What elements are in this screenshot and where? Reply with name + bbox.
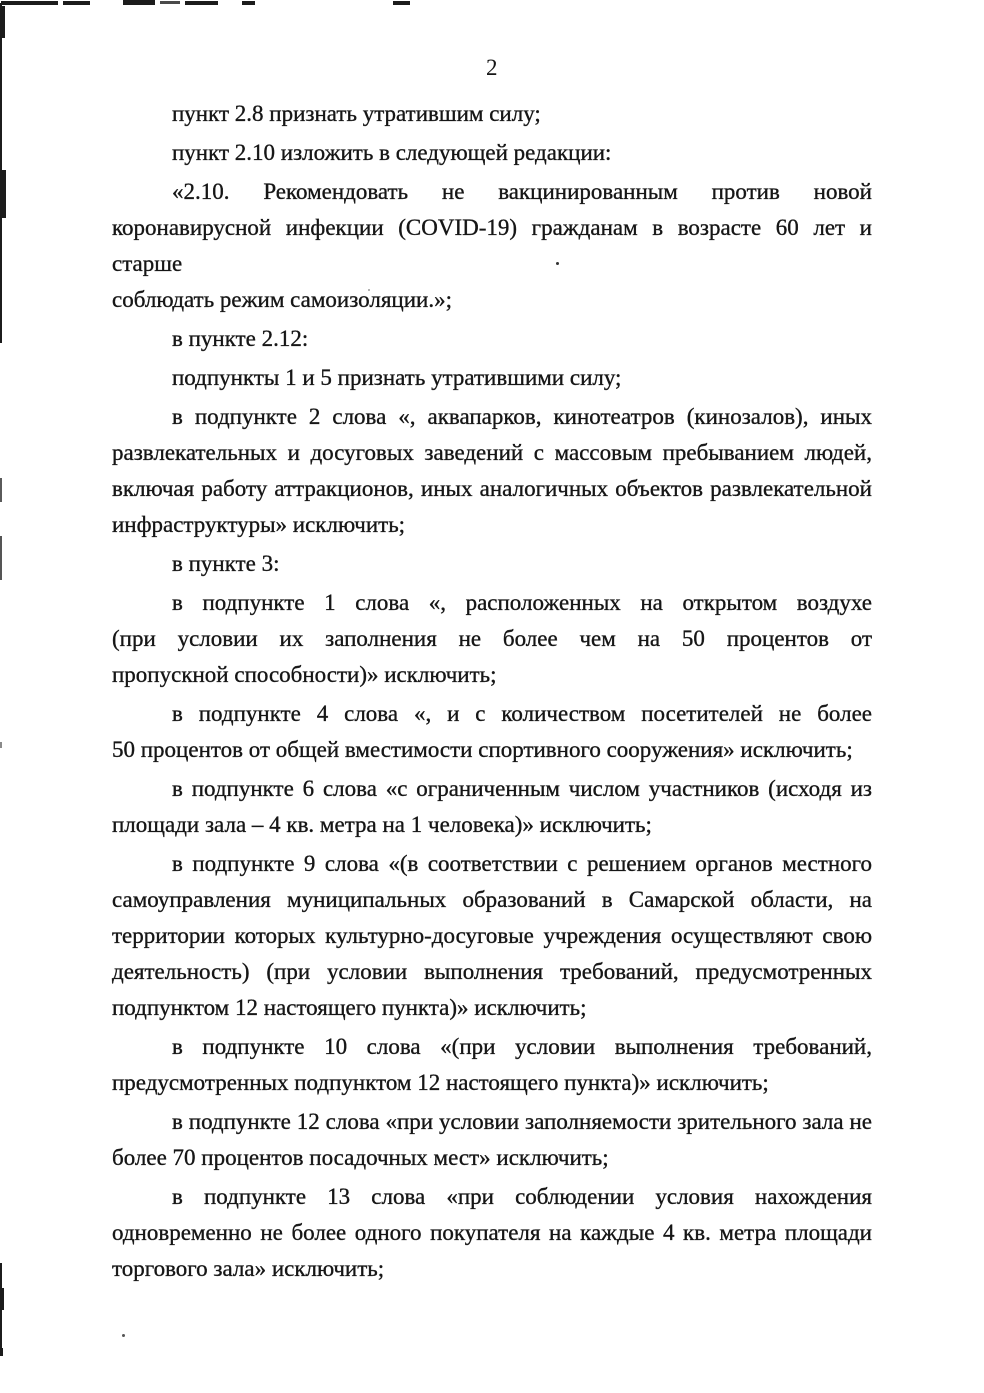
paragraph: [112, 846, 872, 1026]
text-line: одновременно не более одного покупателя на каждые 4 кв. метра площади: [112, 1220, 872, 1245]
paragraph: [112, 585, 872, 693]
text-line: в подпункте 13 слова «при соблюдении условия нахождения: [172, 1184, 872, 1209]
text-line: пункт 2.8 признать утратившим силу;: [172, 101, 541, 126]
document-body: [112, 96, 872, 1290]
paragraph: [112, 1179, 872, 1287]
paragraph: [112, 174, 872, 318]
paragraph: [112, 360, 872, 396]
page-number: 2: [486, 55, 498, 80]
text-line: развлекательных и досуговых заведений с массовым пребыванием людей,: [112, 440, 872, 465]
text-line: 50 процентов от общей вместимости спортивного сооружения» исключить;: [112, 737, 853, 762]
scan-artifact: [0, 1348, 3, 1356]
text-line: деятельность) (при условии выполнения требований, предусмотренных: [112, 959, 872, 984]
scan-artifact: [1, 1, 58, 5]
scan-artifact: [160, 1, 180, 4]
text-line: торгового зала» исключить;: [112, 1256, 385, 1281]
scan-artifact: [63, 1, 90, 5]
paragraph: [112, 399, 872, 543]
paragraph: [112, 696, 872, 768]
text-line: площади зала – 4 кв. метра на 1 человека)» исключить;: [112, 812, 652, 837]
text-line: в пункте 2.12:: [172, 326, 309, 351]
paragraph: [112, 1104, 872, 1176]
scan-artifact: [123, 0, 155, 5]
scan-artifact: [185, 1, 218, 5]
paragraph: [112, 96, 872, 132]
scan-artifact: [0, 6, 5, 38]
text-line: в подпункте 1 слова «, расположенных на открытом воздухе: [172, 590, 872, 615]
text-line: в подпункте 12 слова «при условии заполняемости зрительного зала не: [172, 1109, 872, 1134]
paragraph: [112, 1029, 872, 1101]
text-line: включая работу аттракционов, иных аналогичных объектов развлекательной: [112, 476, 872, 501]
text-line: предусмотренных подпунктом 12 настоящего пункта)» исключить;: [112, 1070, 769, 1095]
text-line: более 70 процентов посадочных мест» исключить;: [112, 1145, 609, 1170]
text-line: подпунктом 12 настоящего пункта)» исключить;: [112, 995, 587, 1020]
text-line: в подпункте 6 слова «с ограниченным числом участников (исходя из: [172, 776, 872, 801]
scan-artifact: [393, 1, 410, 5]
text-line: «2.10. Рекомендовать не вакцинированным против новой: [172, 179, 872, 204]
text-line: соблюдать режим самоизоляции.»;: [112, 287, 452, 312]
scan-artifact: [242, 1, 255, 5]
text-line: пункт 2.10 изложить в следующей редакции:: [172, 140, 612, 165]
paragraph: [112, 321, 872, 357]
text-line: подпункты 1 и 5 признать утратившими силу;: [172, 365, 622, 390]
scan-artifact: [0, 170, 6, 218]
scan-artifact: [0, 742, 2, 748]
text-line: в подпункте 4 слова «, и с количеством посетителей не более: [172, 701, 872, 726]
text-line: территории которых культурно-досуговые учреждения осуществляют свою: [112, 923, 872, 948]
text-line: (при условии их заполнения не более чем на 50 процентов от: [112, 626, 872, 651]
text-line: самоуправления муниципальных образований в Самарской области, на: [112, 887, 872, 912]
scan-artifact: [122, 1334, 125, 1337]
text-line: в подпункте 10 слова «(при условии выполнения требований,: [172, 1034, 872, 1059]
scan-artifact: [0, 536, 2, 580]
text-line: инфраструктуры» исключить;: [112, 512, 406, 537]
scan-artifact: [0, 1288, 4, 1310]
paragraph: [112, 771, 872, 843]
text-line: в подпункте 2 слова «, аквапарков, кинотеатров (кинозалов), иных: [172, 404, 872, 429]
text-line: коронавирусной инфекции (COVID-19) гражданам в возрасте 60 лет и старше: [112, 215, 872, 276]
text-line: в подпункте 9 слова «(в соответствии с решением органов местного: [172, 851, 872, 876]
scan-artifact: [0, 478, 2, 502]
text-line: в пункте 3:: [172, 551, 280, 576]
paragraph: [112, 135, 872, 171]
paragraph: [112, 546, 872, 582]
text-line: пропускной способности)» исключить;: [112, 662, 497, 687]
